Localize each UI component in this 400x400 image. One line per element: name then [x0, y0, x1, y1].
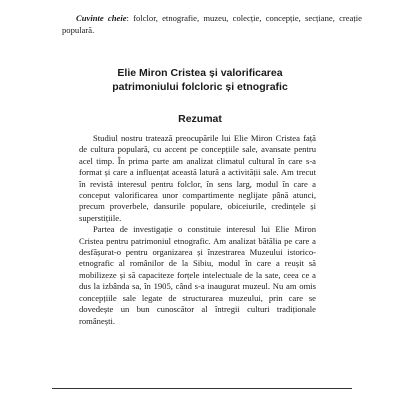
abstract-paragraph-2: Partea de investigație o constituie interesul lui Elie Miron Cristea pentru patrimoniul etnografic. Am analizat bătălia pe care a desfășurat-o pentru organizarea și înzestrarea Muzeului istorico-etnografic al românilor de la Sibiu, modul în care a reușit să mobilizeze și să capaciteze forțele intelectuale de la sate, ceea ce a dus la izbânda sa, în 1905, când s-a inaugurat muzeul. Nu am omis concepțiile sale legate de structurarea muzeului, prin care se dovedește un bun cunoscător al întregii culturi tradiționale românești.: [79, 224, 316, 326]
article-title-line-1: Elie Miron Cristea și valorificarea: [117, 67, 283, 79]
footer-divider: [52, 388, 352, 389]
article-title-line-2: patrimoniului folcloric și etnografic: [112, 81, 288, 93]
abstract-heading: Rezumat: [178, 113, 222, 125]
abstract-paragraph-1: Studiul nostru tratează preocupările lui Elie Miron Cristea față de cultura populară, cu accent pe concepțiile sale, avansate pentru acel timp. În prima parte am analizat climatul cultural în care s-a format și care a influențat această latură a activității sale. Am trecut în revistă interesul pentru folclor, în sens larg, modul în care a conceput valorificarea unor compartimente neglijate până atunci, precum proverbele, dansurile populare, obiceiurile, credințele și superstițiile.: [79, 133, 316, 223]
keywords-paragraph: [62, 12, 362, 36]
keywords-label: Cuvinte cheie: [76, 13, 127, 23]
abstract-body: [79, 133, 316, 327]
keywords-list: : folclor, etnografie, muzeu, colecție, concepție, secțiane, creație populară.: [62, 13, 362, 35]
article-title: [40, 66, 360, 94]
